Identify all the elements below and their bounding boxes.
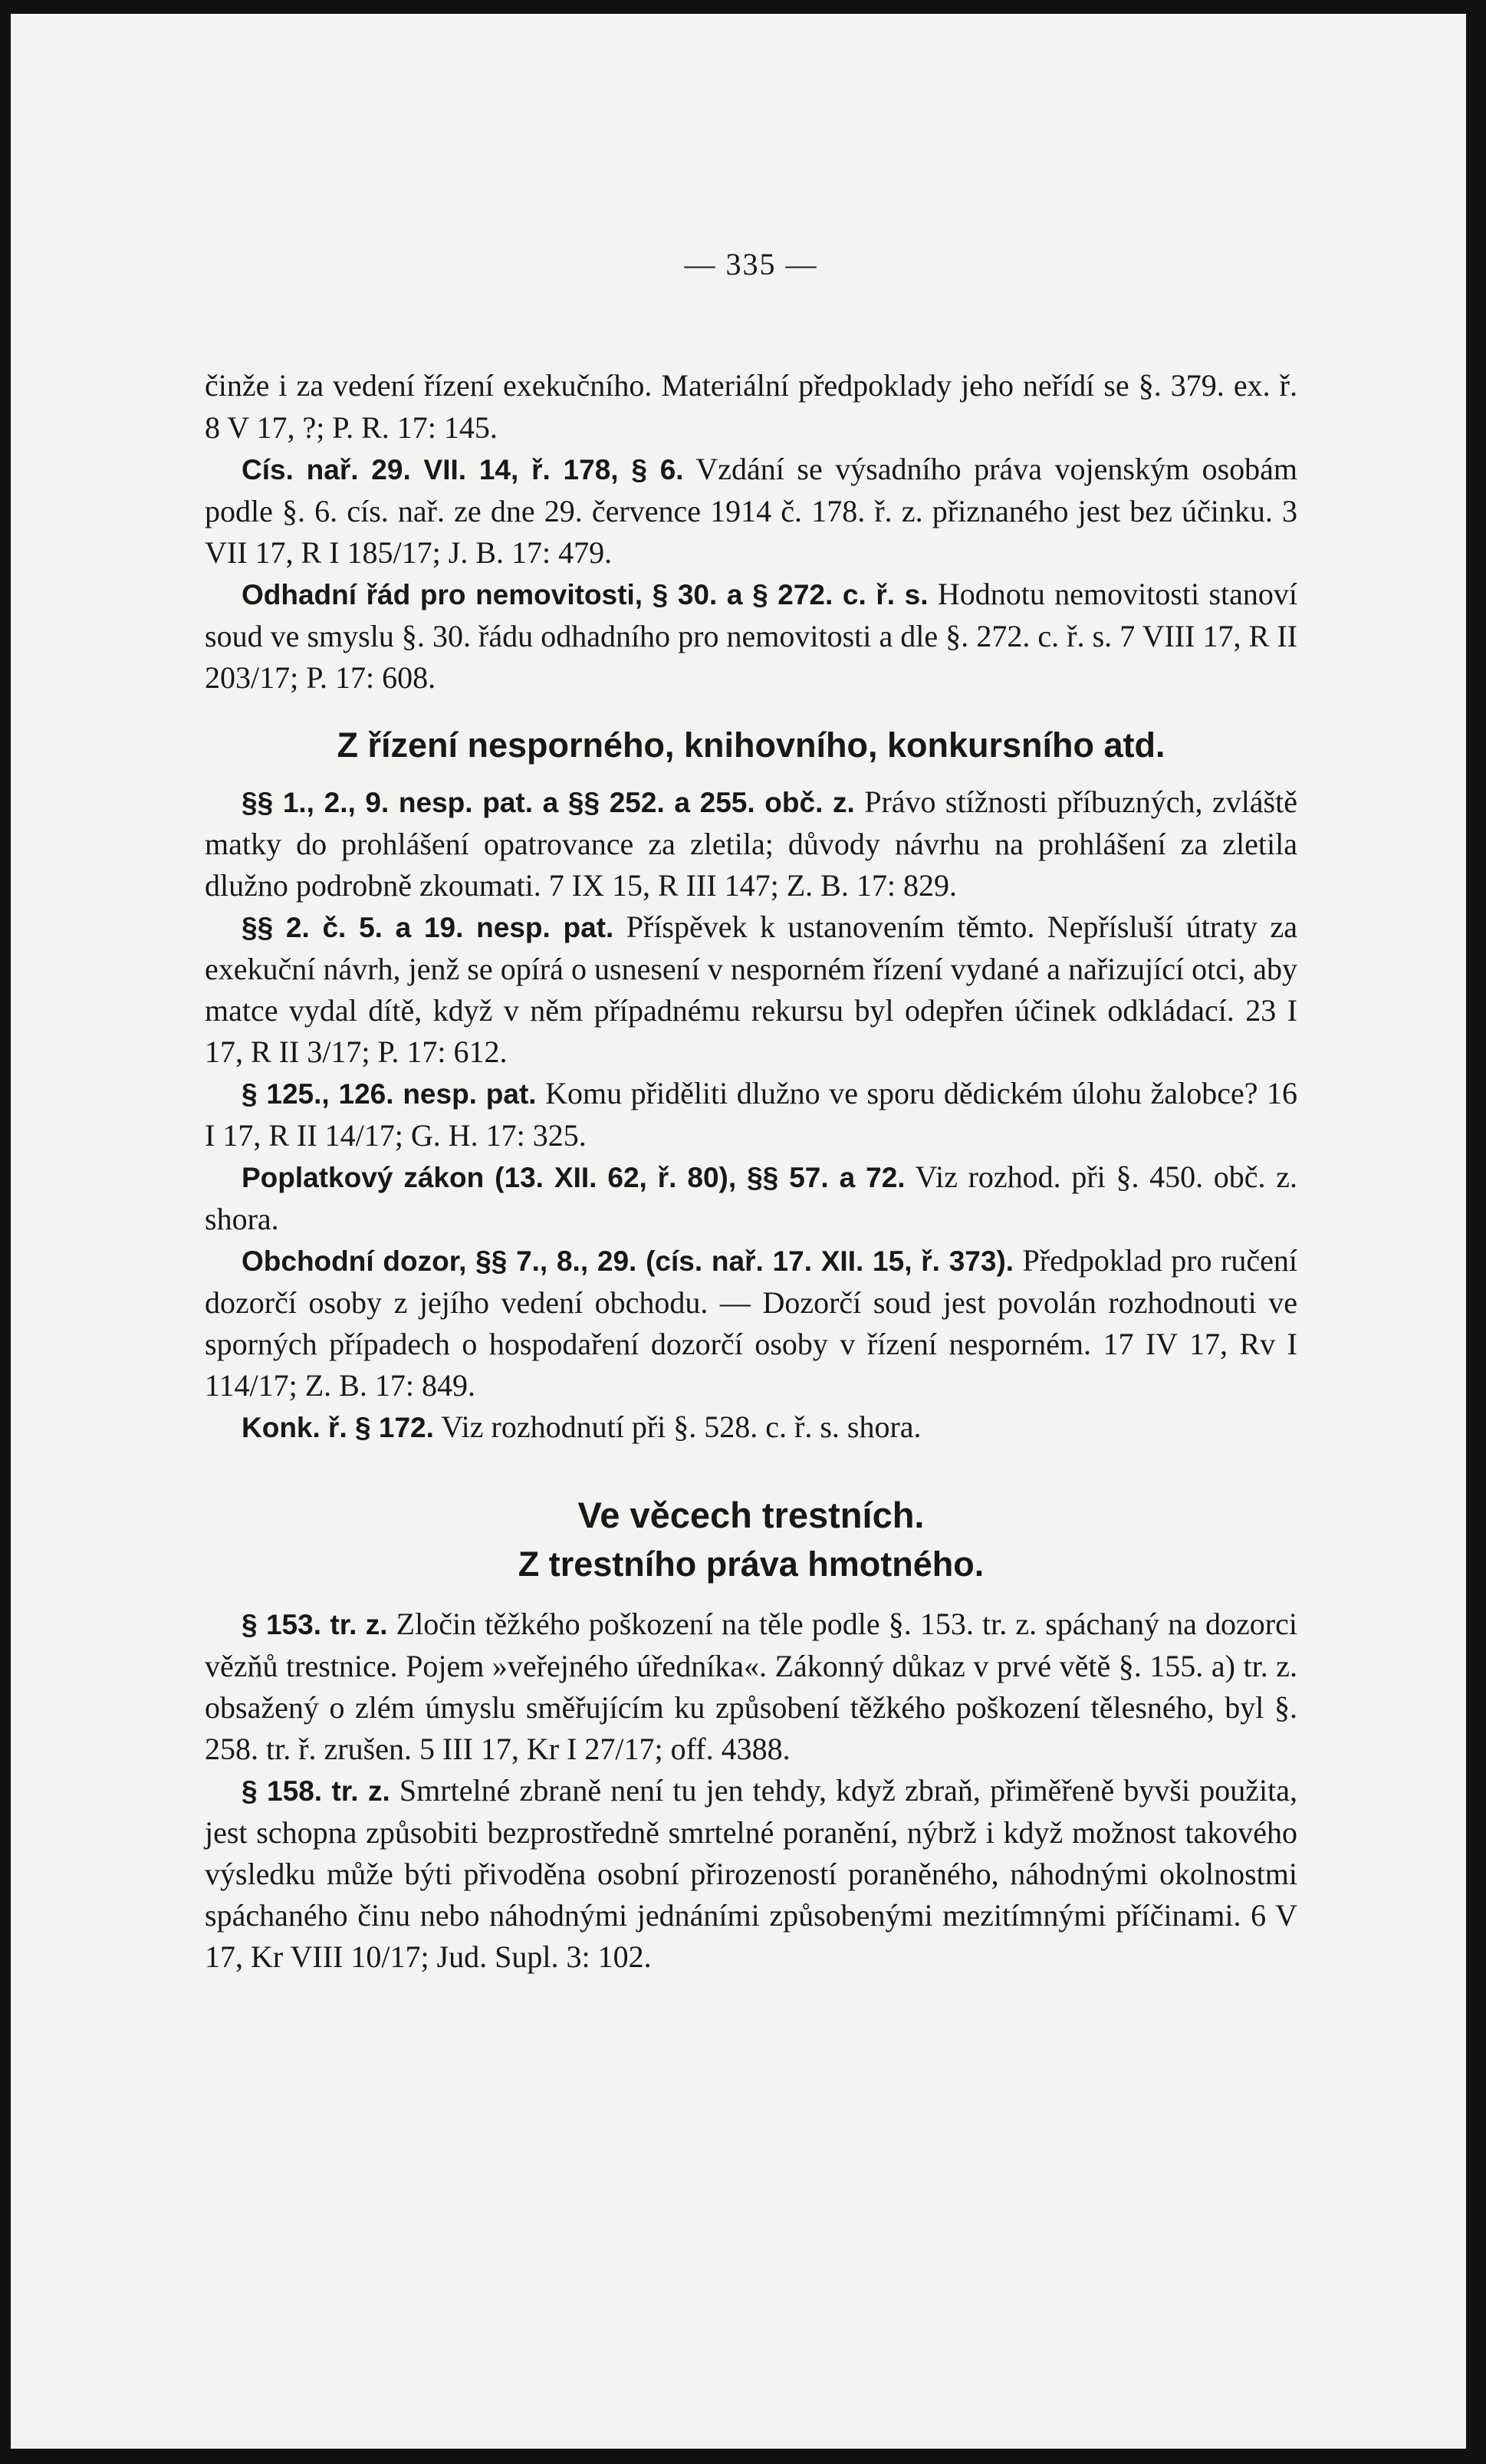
paragraph-text: Viz rozhod. při §. 450. obč. z. shora. bbox=[205, 1160, 1297, 1236]
paragraph-text: Hodnotu nemovitosti stanoví soud ve smyslu §. 30. řádu odhadního pro nemovitosti a dle §. 272. c. ř. s. 7 VIII 17, R II 203/17; P. 17: 608. bbox=[205, 577, 1298, 695]
citation: Odhadní řád pro nemovitosti, § 30. a § 272. c. ř. s. bbox=[242, 579, 929, 610]
page-number: — 335 — bbox=[684, 247, 818, 281]
text-column bbox=[205, 244, 1297, 1978]
citation: § 158. tr. z. bbox=[242, 1775, 390, 1807]
paragraph-text: Viz rozhodnutí při §. 528. c. ř. s. shora. bbox=[433, 1410, 922, 1444]
paragraph-text: Komu přiděliti dlužno ve sporu dědickém úlohu žalobce? 16 I 17, R II 14/17; G. H. 17: 325. bbox=[205, 1076, 1297, 1153]
paragraph-text: Předpoklad pro ručení dozorčí osoby z jejího vedení obchodu. — Dozorčí soud jest povolán rozhodnouti ve sporných případech o hospodaření dozorčí osoby v řízení nesporném. 17 IV 17, Rv I 114/17; Z. B. 17: 849. bbox=[205, 1243, 1297, 1403]
section-heading: Ve věcech trestních. bbox=[577, 1495, 925, 1535]
citation: Obchodní dozor, §§ 7., 8., 29. (cís. nař. 17. XII. 15, ř. 373). bbox=[242, 1245, 1014, 1277]
citation: §§ 2. č. 5. a 19. nesp. pat. bbox=[242, 912, 614, 943]
paragraph bbox=[205, 1240, 1297, 1406]
paragraph-text: Vzdání se výsadního práva vojenským osobám podle §. 6. cís. nař. ze dne 29. července 1914 č. 178. ř. z. přiznaného jest bez účinku. 3 VII 17, R I 185/17; J. B. 17: 479. bbox=[205, 452, 1297, 570]
paragraph-text: Příspěvek k ustanovením těmto. Nepřísluší útraty za exekuční návrh, jenž se opírá o usnesení v nesporném řízení vydané a nařizující otci, aby matce vydal dítě, když v něm případnému rekursu byl odepřen účinek odkládací. 23 I 17, R II 3/17; P. 17: 612. bbox=[205, 910, 1297, 1069]
paragraph bbox=[205, 1406, 1297, 1449]
document-page bbox=[11, 14, 1466, 2449]
paragraph bbox=[205, 781, 1297, 906]
paragraph bbox=[205, 1073, 1297, 1156]
paragraph bbox=[205, 1156, 1297, 1240]
paragraph-text: Smrtelné zbraně není tu jen tehdy, když zbraň, přiměřeně byvši použita, jest schopna způsobiti bezprostředně smrtelné poranění, nýbrž i když možnost takového výsledku může býti přivoděna osobní přirozeností poraněného, náhodnými okolnostmi spáchaného činu nebo náhodnými jednáními způsobenými mezitímnými příčinami. 6 V 17, Kr VIII 10/17; Jud. Supl. 3: 102. bbox=[205, 1773, 1297, 1974]
paragraph bbox=[205, 906, 1297, 1073]
paragraph bbox=[205, 1604, 1297, 1770]
subsection-heading: Z trestního práva hmotného. bbox=[518, 1545, 985, 1584]
citation: § 125., 126. nesp. pat. bbox=[242, 1078, 537, 1110]
citation: Cís. nař. 29. VII. 14, ř. 178, § 6. bbox=[242, 454, 684, 485]
citation: § 153. tr. z. bbox=[242, 1609, 388, 1640]
paragraph bbox=[205, 574, 1297, 699]
citation: §§ 1., 2., 9. nesp. pat. a §§ 252. a 255. obč. z. bbox=[242, 787, 855, 818]
paragraph bbox=[205, 365, 1297, 449]
paragraph-text: činže i za vedení řízení exekučního. Materiální předpoklady jeho neřídí se §. 379. ex. ř. 8 V 17, ?; P. R. 17: 145. bbox=[205, 368, 1297, 445]
citation: Poplatkový zákon (13. XII. 62, ř. 80), §§ 57. a 72. bbox=[242, 1162, 906, 1193]
paragraph bbox=[205, 1770, 1297, 1978]
paragraph-text: Právo stížnosti příbuzných, zvláště matky do prohlášení opatrovance za zletila; důvody návrhu na prohlášení za zletila dlužno podrobně zkoumati. 7 IX 15, R III 147; Z. B. 17: 829. bbox=[205, 785, 1297, 903]
paragraph bbox=[205, 449, 1297, 574]
citation: Konk. ř. § 172. bbox=[242, 1412, 434, 1443]
section-heading: Z řízení nesporného, knihovního, konkursního atd. bbox=[337, 725, 1165, 765]
paragraph-text: Zločin těžkého poškození na těle podle §. 153. tr. z. spáchaný na dozorci vězňů trestnice. Pojem »veřejného úředníka«. Zákonný důkaz v prvé větě §. 155. a) tr. z. obsažený o zlém úmyslu směřujícím ku způsobení těžkého poškození tělesného, byl §. 258. tr. ř. zrušen. 5 III 17, Kr I 27/17; off. 4388. bbox=[205, 1607, 1297, 1766]
